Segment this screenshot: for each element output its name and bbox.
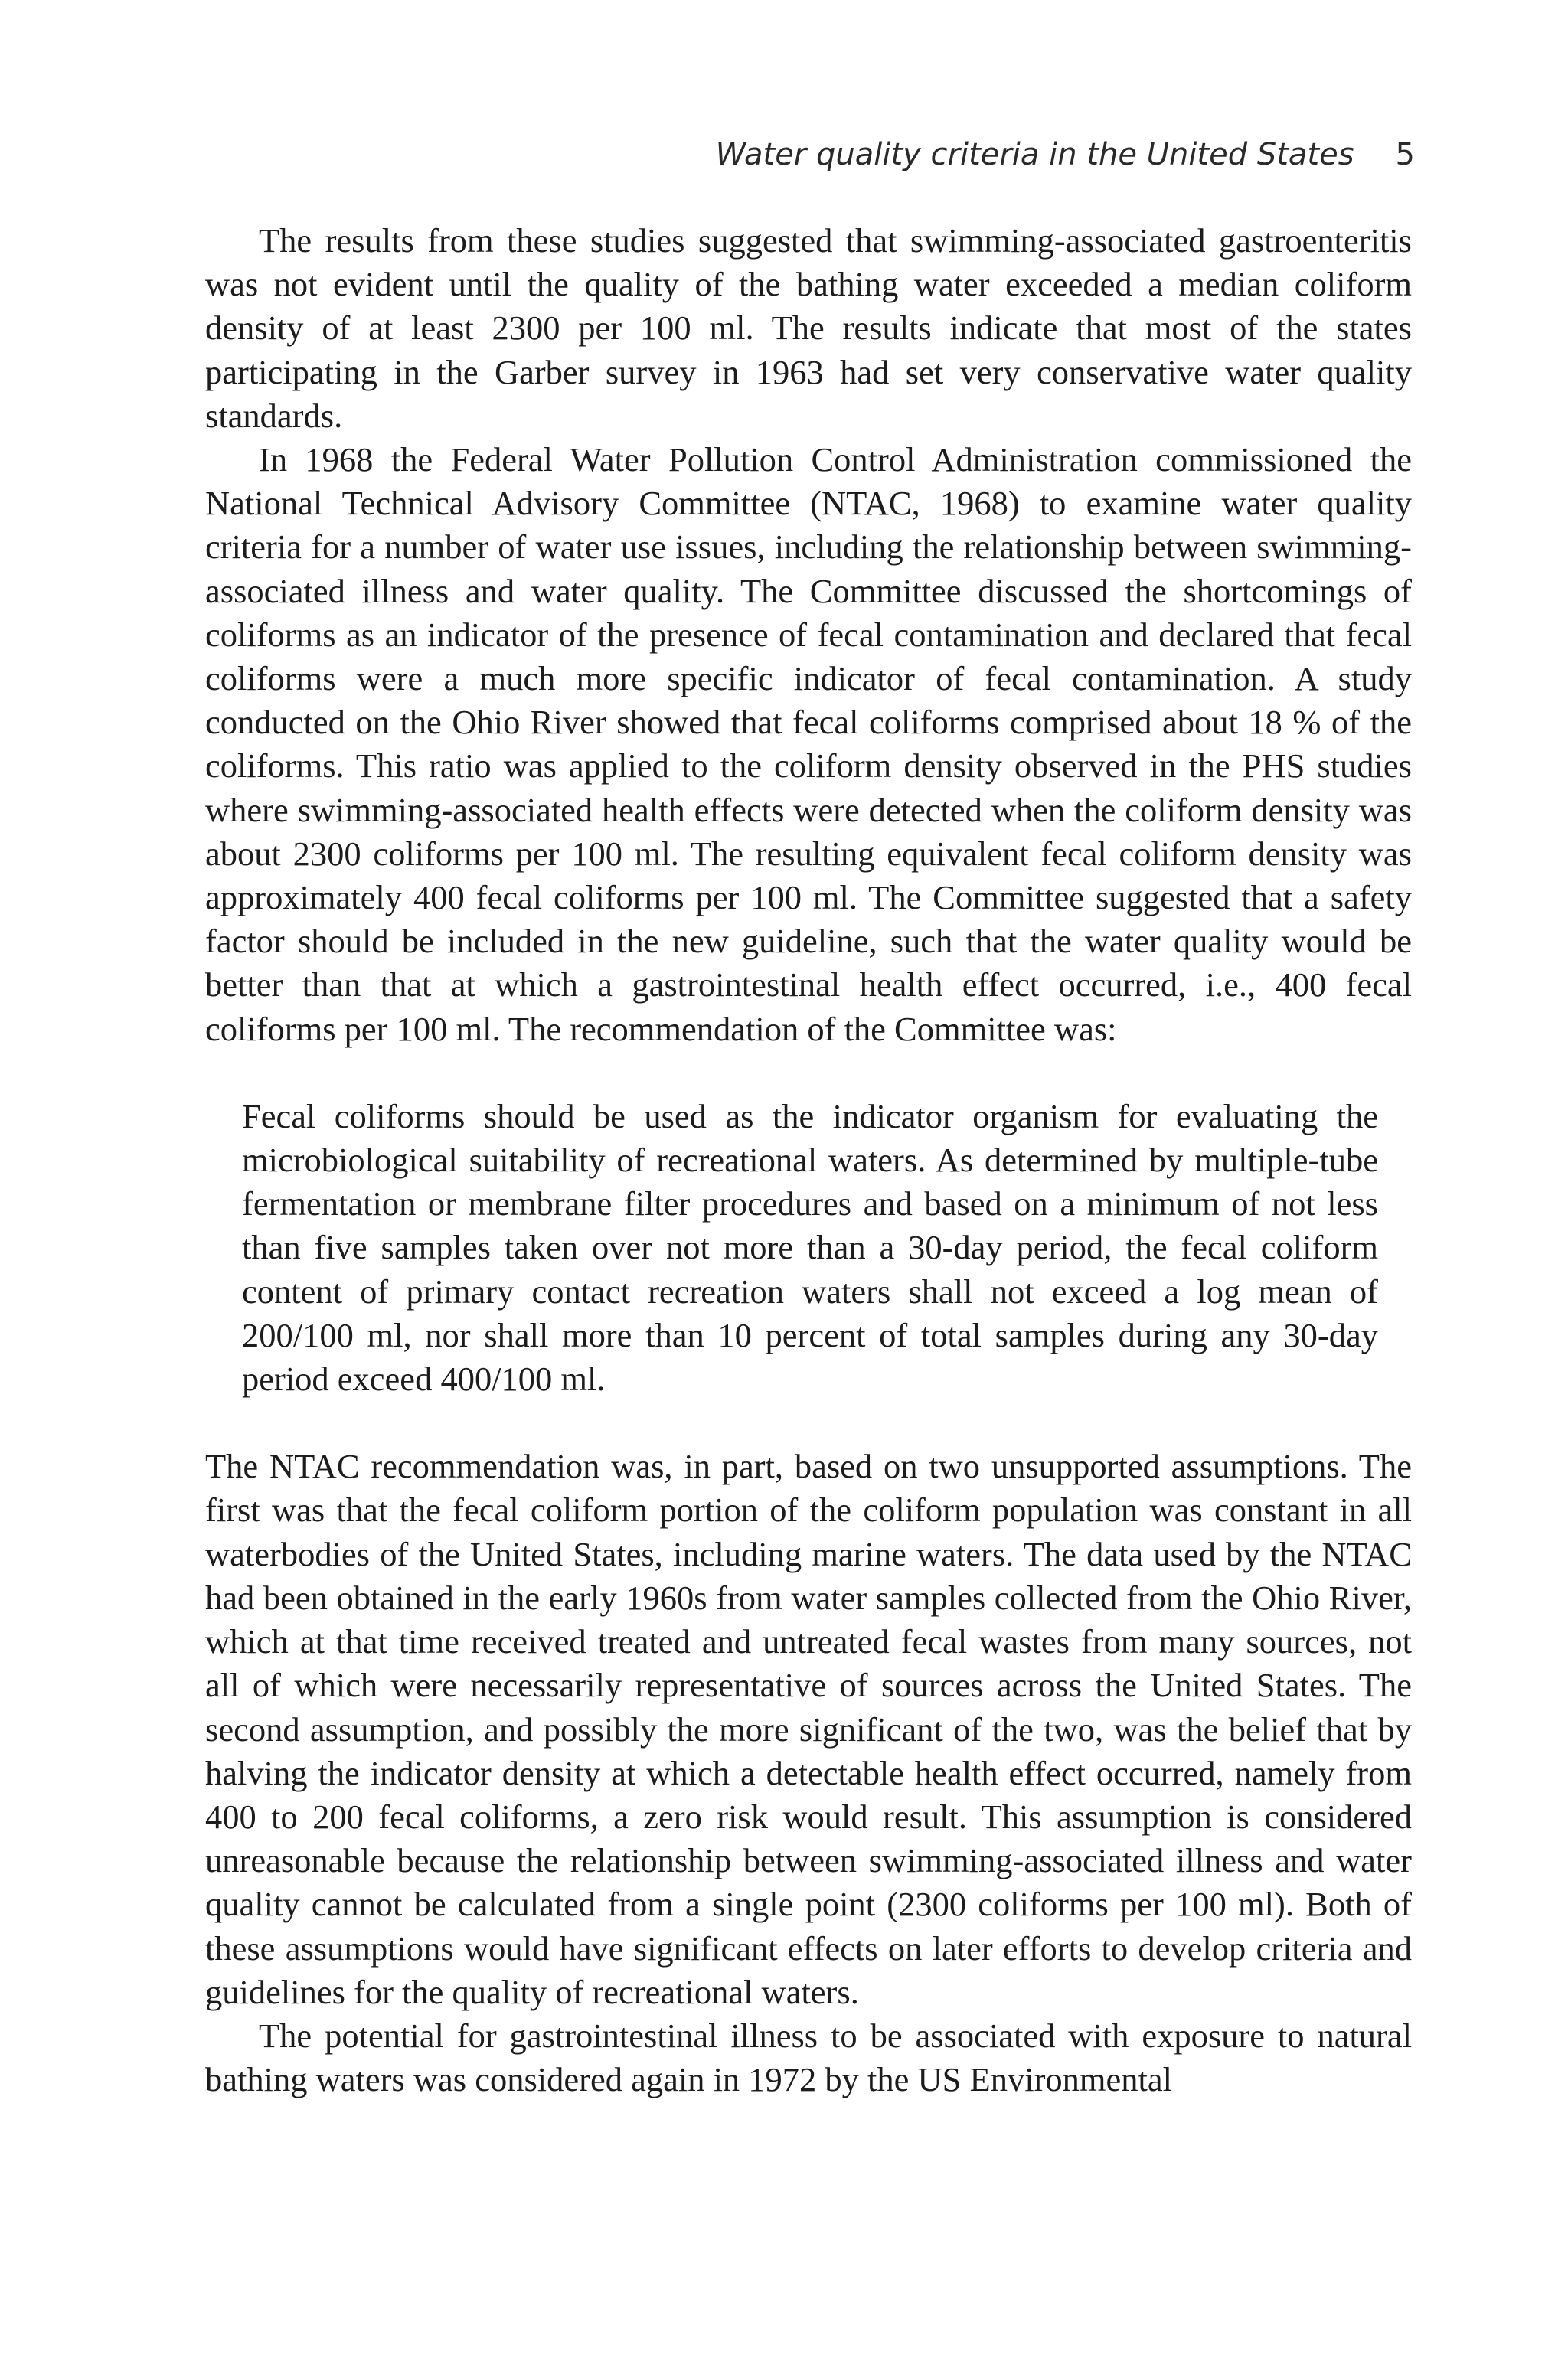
- block-quote: Fecal coliforms should be used as the indicator organism for evaluating the microbiological suitability of recreational waters. As determined by multiple-tube fermentation or membrane filter procedures and based on a minimum of not less than five samples taken over not more than a 30-day period, the fecal coliform content of primary contact recreation waters shall not exceed a log mean of 200/100 ml, nor shall more than 10 percent of total samples during any 30-day period exceed 400/100 ml.: [242, 1096, 1378, 1399]
- paragraph-4: The potential for gastrointestinal illness to be associated with exposure to natural bathing waters was considered again in 1972 by the US Environmental: [205, 2016, 1412, 2099]
- running-title: Water quality criteria in the United States: [715, 137, 1354, 172]
- paragraph-3: The NTAC recommendation was, in part, based on two unsupported assumptions. The first was that the fecal coliform portion of the coliform population was constant in all waterbodies of the United States, including marine waters. The data used by the NTAC had been obtained in the early 1960s from water samples collected from the Ohio River, which at that time received treated and untreated fecal wastes from many sources, not all of which were necessarily representative of sources across the United States. The second assumption, and possibly the more significant of the two, was the belief that by halving the indicator density at which a detectable health effect occurred, namely from 400 to 200 fecal coliforms, a zero risk would result. This assumption is considered unreasonable because the relationship between swimming-associated illness and water quality cannot be calculated from a single point (2300 coliforms per 100 ml). Both of these assumptions would have significant effects on later efforts to develop criteria and guidelines for the quality of recreational waters.: [205, 1447, 1412, 2011]
- paragraph-1: The results from these studies suggested that swimming-associated gastroenteritis was not evident until the quality of the bathing water exceeded a median coliform density of at least 2300 per 100 ml. The results indicate that most of the states participating in the Garber survey in 1963 had set very conservative water quality standards.: [205, 221, 1412, 435]
- page-number: 5: [1395, 137, 1415, 172]
- running-header: [716, 136, 1415, 173]
- paragraph-2: In 1968 the Federal Water Pollution Control Administration commissioned the National Technical Advisory Committee (NTAC, 1968) to examine water quality criteria for a number of water use issues, including the relationship between swimming-associated illness and water quality. The Committee discussed the shortcomings of coliforms as an indicator of the presence of fecal contamination and declared that fecal coliforms were a much more specific indicator of fecal contamination. A study conducted on the Ohio River showed that fecal coliforms comprised about 18 % of the coliforms. This ratio was applied to the coliform density observed in the PHS studies where swimming-associated health effects were detected when the coliform density was about 2300 coliforms per 100 ml. The resulting equivalent fecal coliform density was approximately 400 fecal coliforms per 100 ml. The Committee suggested that a safety factor should be included in the new guideline, such that the water quality would be better than that at which a gastrointestinal health effect occurred, i.e., 400 fecal coliforms per 100 ml. The recommendation of the Committee was:: [205, 440, 1412, 1048]
- body-text: [205, 219, 1412, 2101]
